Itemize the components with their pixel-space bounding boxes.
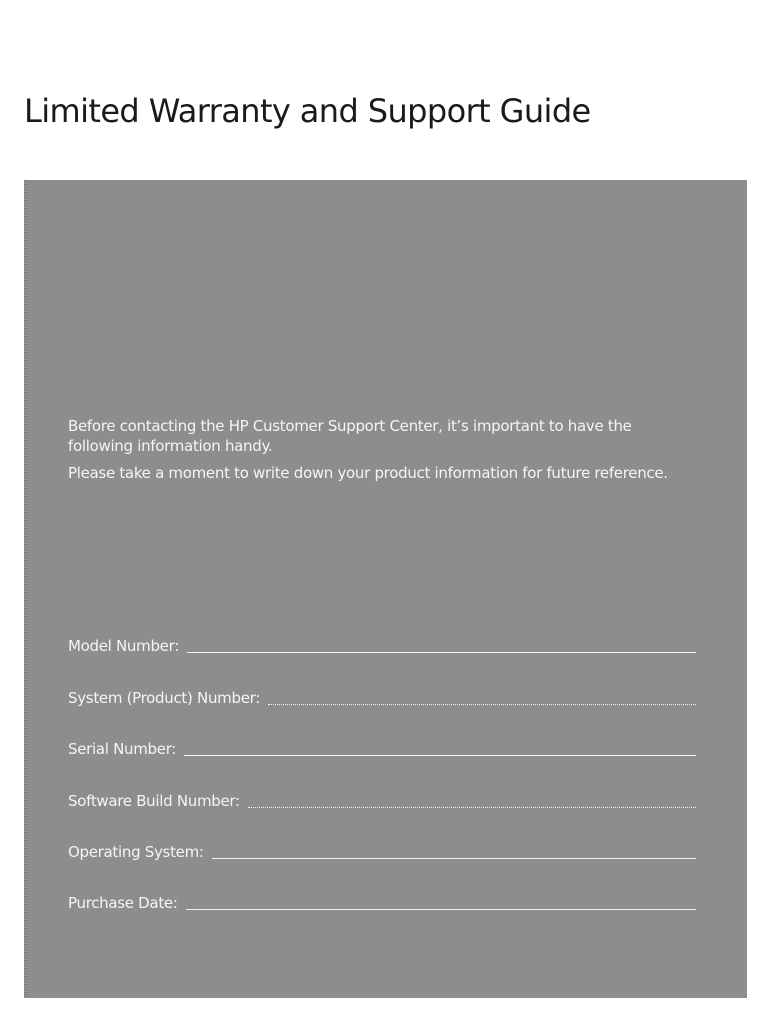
product-info-panel <box>24 180 747 998</box>
model-number-label: Model Number: <box>68 637 179 656</box>
field-row-model-number <box>68 605 696 656</box>
serial-number-label: Serial Number: <box>68 740 177 759</box>
system-product-number-blank[interactable] <box>268 704 696 705</box>
purchase-date-label: Purchase Date: <box>68 894 178 913</box>
field-row-serial-number <box>68 708 696 759</box>
serial-number-blank[interactable] <box>184 755 696 756</box>
intro-paragraph-write-down: Please take a moment to write down your product information for future reference. <box>68 464 668 482</box>
purchase-date-blank[interactable] <box>186 909 696 910</box>
software-build-number-blank[interactable] <box>248 807 696 808</box>
model-number-blank[interactable] <box>187 652 696 653</box>
software-build-number-label: Software Build Number: <box>68 791 240 810</box>
product-info-form <box>68 605 696 913</box>
operating-system-blank[interactable] <box>212 858 696 859</box>
field-row-operating-system <box>68 811 696 862</box>
system-product-number-label: System (Product) Number: <box>68 688 260 707</box>
field-row-system-product-number <box>68 656 696 707</box>
intro-text <box>68 416 688 490</box>
field-row-software-build-number <box>68 759 696 810</box>
page-title: Limited Warranty and Support Guide <box>24 92 591 130</box>
field-row-purchase-date <box>68 862 696 913</box>
intro-paragraph-contact: Before contacting the HP Customer Support Center, it’s important to have the following information handy. <box>68 417 632 455</box>
panel-edge-border <box>24 180 27 998</box>
operating-system-label: Operating System: <box>68 842 204 861</box>
